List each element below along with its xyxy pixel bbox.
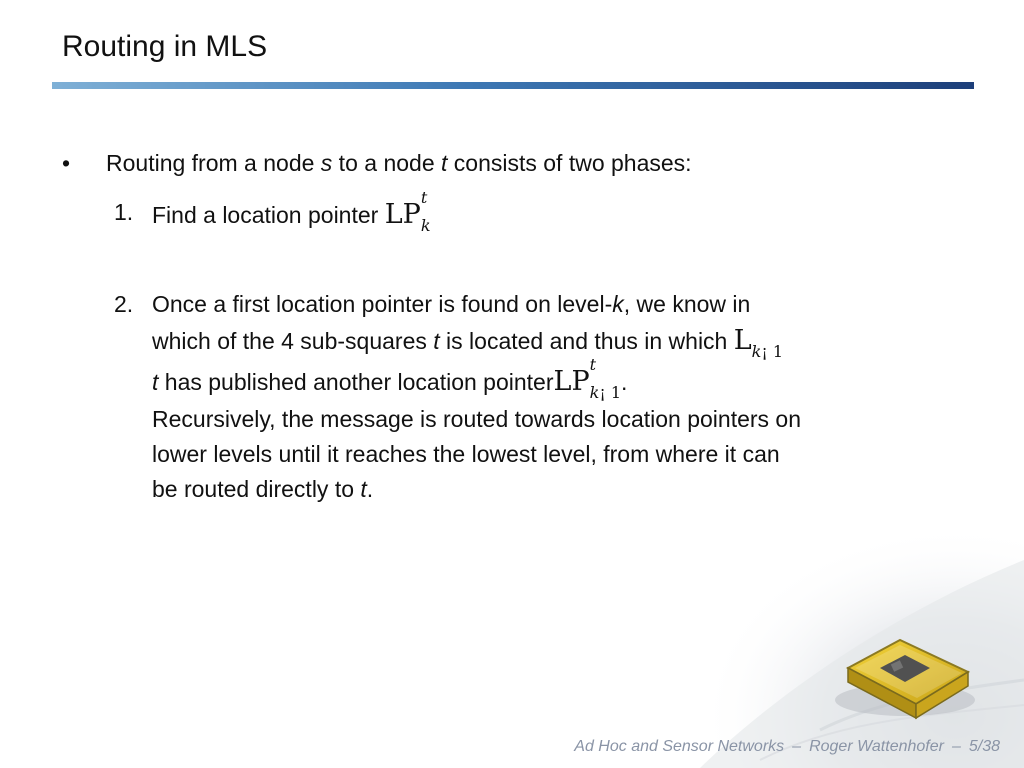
bullet-text: Routing from a node s to a node t consists of two phases:	[106, 150, 692, 176]
step-2-line-1: Once a first location pointer is found on level-k, we know in	[152, 291, 751, 317]
page-number: 5/38	[968, 738, 1000, 755]
footer-course: Ad Hoc and Sensor Networks	[574, 738, 785, 755]
step-2-line-5: lower levels until it reaches the lowest level, from where it can	[152, 441, 780, 467]
slide-title: Routing in MLS	[62, 30, 268, 63]
next-location-pointer-formula: LP t $_{k¡ 1}$	[553, 355, 622, 402]
location-pointer-formula: LP t $_k$	[384, 188, 431, 235]
level-formula: $L_{k¡ 1}$	[733, 325, 784, 361]
footer-author: Roger Wattenhofer	[809, 738, 944, 755]
step-2-line-2: which of the 4 sub-squares t is located and thus in which $L_{k¡ 1}$	[152, 321, 783, 362]
step-2-line-3: t has published another location pointerLP t $_{k¡ 1}$.	[152, 355, 628, 402]
step-2-line-4: Recursively, the message is routed towards location pointers on	[152, 406, 802, 432]
footer-separator: –	[792, 738, 802, 755]
step-1-text: Find a location pointer LP t $_k$	[152, 188, 431, 235]
step-2-number: 2.	[114, 291, 134, 317]
footer-separator: –	[951, 738, 961, 755]
step-1-number: 1.	[114, 199, 134, 225]
bullet-marker: •	[62, 150, 71, 176]
step-2-line-6: be routed directly to t.	[152, 476, 374, 502]
slide-footer	[570, 738, 1004, 756]
